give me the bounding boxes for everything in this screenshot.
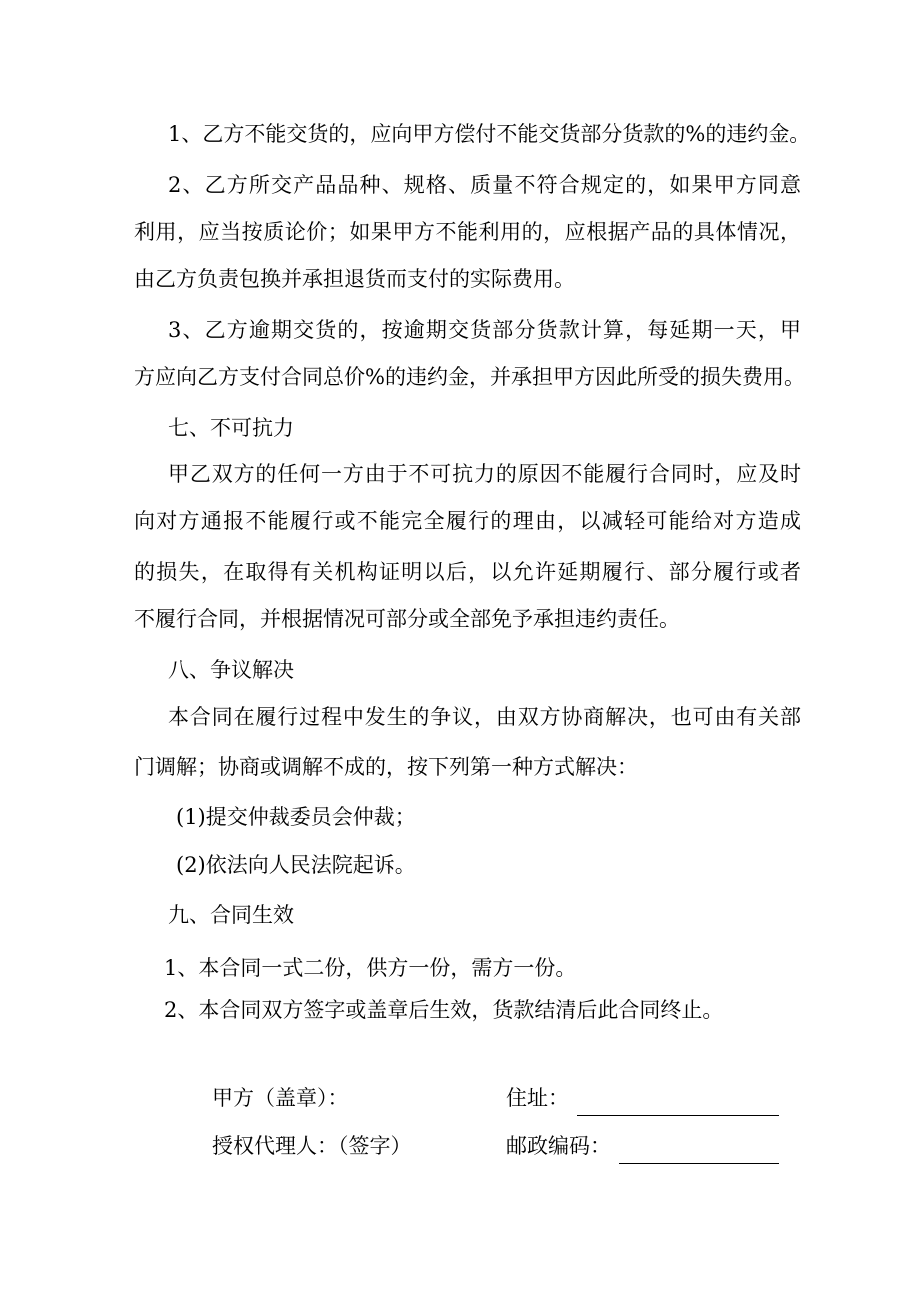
section-heading-dispute: 八、争议解决 (168, 658, 294, 682)
party-a-seal-label: 甲方（盖章）： (212, 1086, 349, 1110)
dispute-line-1: 本合同在履行过程中发生的争议，由双方协商解决，也可由有关部 (168, 705, 801, 729)
effectiveness-clause-1: 1、本合同一式二份，供方一份，需方一份。 (164, 956, 577, 980)
address-label: 住址： (506, 1086, 569, 1110)
clause-penalty-2-line-3: 由乙方负责包换并承担退货而支付的实际费用。 (134, 267, 575, 291)
clause-penalty-2-line-2: 利用，应当按质论价；如果甲方不能利用的，应根据产品的具体情况， (134, 220, 801, 244)
authorized-agent-label: 授权代理人：（签字） (212, 1134, 412, 1158)
postcode-blank-line (619, 1141, 779, 1164)
dispute-option-arbitration: (1)提交仲裁委员会仲裁； (176, 805, 416, 829)
force-majeure-line-3: 的损失，在取得有关机构证明以后，以允许延期履行、部分履行或者 (134, 560, 801, 584)
force-majeure-line-1: 甲乙双方的任何一方由于不可抗力的原因不能履行合同时，应及时 (168, 462, 801, 486)
force-majeure-line-4: 不履行合同，并根据情况可部分或全部免予承担违约责任。 (134, 607, 680, 631)
clause-penalty-2-line-1: 2、乙方所交产品品种、规格、质量不符合规定的，如果甲方同意 (168, 173, 801, 197)
postcode-label: 邮政编码： (506, 1134, 611, 1158)
section-heading-force-majeure: 七、不可抗力 (168, 416, 294, 440)
dispute-option-court: (2)依法向人民法院起诉。 (176, 853, 416, 877)
address-blank-line (577, 1093, 779, 1116)
section-heading-effectiveness: 九、合同生效 (168, 903, 294, 927)
effectiveness-clause-2: 2、本合同双方签字或盖章后生效，货款结清后此合同终止。 (164, 998, 724, 1022)
clause-penalty-3-line-1: 3、乙方逾期交货的，按逾期交货部分货款计算，每延期一天，甲 (168, 318, 801, 342)
clause-penalty-3-line-2: 方应向乙方支付合同总价%的违约金，并承担甲方因此所受的损失费用。 (134, 365, 805, 389)
force-majeure-line-2: 向对方通报不能履行或不能完全履行的理由，以减轻可能给对方造成 (134, 509, 801, 533)
address-field (506, 1080, 779, 1116)
clause-penalty-1: 1、乙方不能交货的，应向甲方偿付不能交货部分货款的%的违约金。 (168, 122, 811, 146)
postcode-field (506, 1128, 779, 1164)
dispute-line-2: 门调解；协商或调解不成的，按下列第一种方式解决： (134, 755, 638, 779)
